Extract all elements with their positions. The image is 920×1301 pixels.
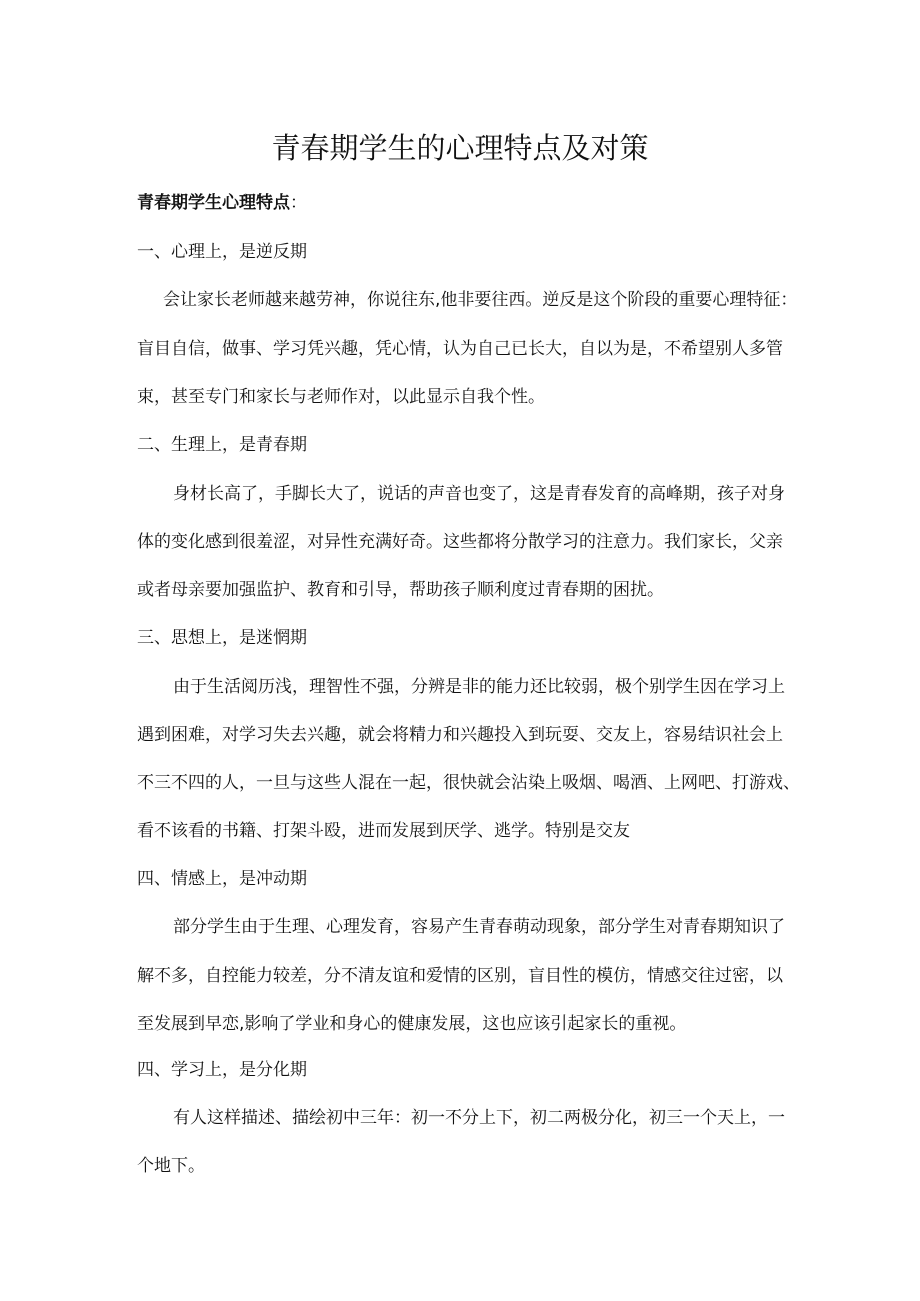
- section-4-line-2: 解不多，自控能力较差，分不清友谊和爱情的区别，盲目性的模仿，情感交往过密，以: [137, 966, 783, 986]
- section-5-heading: 四、学习上，是分化期: [137, 1060, 307, 1080]
- section-1-line-3: 束，甚至专门和家长与老师作对，以此显示自我个性。: [137, 387, 545, 407]
- section-3-line-3: 不三不四的人，一旦与这些人混在一起，很快就会沾染上吸烟、喝酒、上网吧、打游戏、: [137, 773, 800, 793]
- section-4-line-1: 部分学生由于生理、心理发育，容易产生青春萌动现象，部分学生对青春期知识了: [173, 917, 785, 937]
- section-3-line-2: 遇到困难，对学习失去兴趣，就会将精力和兴趣投入到玩耍、交友上，容易结识社会上: [137, 725, 783, 745]
- intro-bold-text: 青春期学生心理特点: [137, 193, 290, 213]
- section-4-line-3: 至发展到早恋,影响了学业和身心的健康发展，这也应该引起家长的重视。: [137, 1014, 687, 1034]
- document-title: 青春期学生的心理特点及对策: [271, 131, 649, 165]
- section-1-line-2: 盲目自信，做事、学习凭兴趣，凭心情，认为自己已长大，自以为是，不希望别人多管: [137, 339, 783, 359]
- section-2-line-3: 或者母亲要加强监护、教育和引导，帮助孩子顺利度过青春期的困扰。: [137, 580, 664, 600]
- section-2-line-1: 身材长高了，手脚长大了，说话的声音也变了，这是青春发育的高峰期，孩子对身: [173, 484, 785, 504]
- section-4-heading: 四、情感上，是冲动期: [137, 869, 307, 889]
- section-5-line-2: 个地下。: [137, 1156, 205, 1176]
- section-1-heading: 一、心理上，是逆反期: [137, 242, 307, 262]
- section-3-line-1: 由于生活阅历浅，理智性不强，分辨是非的能力还比较弱，极个别学生因在学习上: [173, 677, 785, 697]
- section-1-line-1: 会让家长老师越来越劳神，你说往东,他非要往西。逆反是这个阶段的重要心理特征：: [163, 290, 798, 310]
- section-2-line-2: 体的变化感到很羞涩，对异性充满好奇。这些都将分散学习的注意力。我们家长，父亲: [137, 532, 783, 552]
- section-2-heading: 二、生理上，是青春期: [137, 435, 307, 455]
- section-3-heading: 三、思想上，是迷惘期: [137, 628, 307, 648]
- intro-heading: [137, 191, 797, 215]
- section-5-line-1: 有人这样描述、描绘初中三年：初一不分上下，初二两极分化，初三一个天上，一: [173, 1108, 785, 1128]
- intro-colon: ：: [290, 193, 307, 213]
- section-3-line-4: 看不该看的书籍、打架斗殴，进而发展到厌学、逃学。特别是交友: [137, 821, 630, 841]
